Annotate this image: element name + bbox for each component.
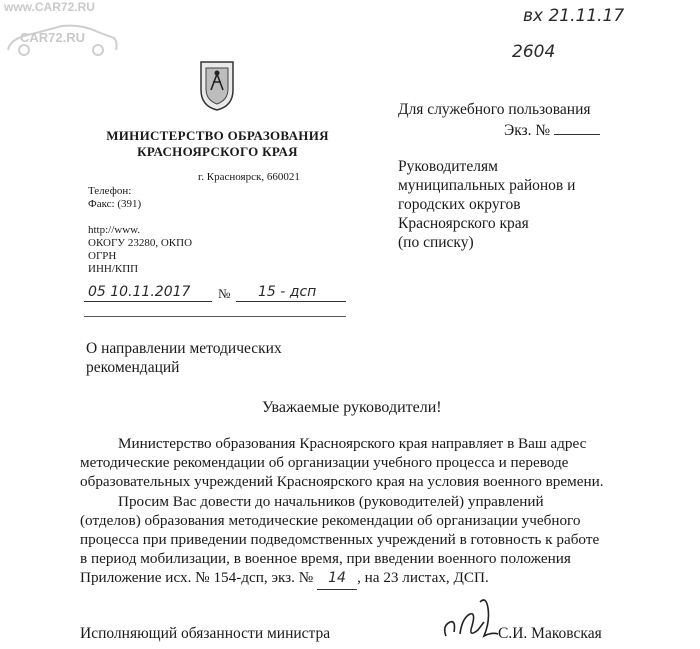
copy-number-text: Экз. №: [504, 122, 551, 139]
signatory-name: С.И. Маковская: [498, 625, 602, 642]
incoming-stamp-number: 2604: [512, 42, 556, 62]
paragraph2-line-2: (отделов) образования методические рекомендации об организации учебного: [80, 512, 581, 529]
greeting: Уважаемые руководители!: [262, 399, 442, 416]
attachment-suffix: , на 23 листах, ДСП.: [357, 569, 489, 586]
handwritten-signature: [440, 592, 502, 649]
attachment-prefix: Приложение исх. № 154-дсп, экз. №: [80, 569, 314, 586]
paragraph2-line-4: в период мобилизации, в военное время, при введении военного положения: [80, 550, 571, 567]
sender-phone: Телефон:: [88, 185, 132, 197]
watermark-top: www.CAR72.RU: [4, 0, 95, 14]
classification-label: Для служебного пользования: [398, 101, 591, 118]
attachment-copy-number: 14: [317, 569, 357, 590]
sender-web: http://www.: [88, 224, 141, 236]
paragraph1-line-1: Министерство образования Красноярского края направляет в Ваш адрес: [118, 435, 587, 452]
sender-org-line2: КРАСНОЯРСКОГО КРАЯ: [137, 144, 298, 159]
sender-ogrn: ОГРН: [88, 250, 117, 262]
paragraph1-line-3: образовательных учреждений Красноярского края на условия военного времени.: [80, 473, 604, 490]
document-number: 15 - дсп: [258, 284, 317, 300]
addressee-line-1: Руководителям: [398, 158, 498, 175]
paragraph2-line-1: Просим Вас довести до начальников (руководителей) управлений: [118, 493, 544, 510]
signatory-position: Исполняющий обязанности министра: [80, 625, 331, 642]
sender-city: г. Красноярск, 660021: [198, 171, 300, 183]
sender-okogu: ОКОГУ 23280, ОКПО: [88, 237, 193, 249]
coat-of-arms-emblem: [198, 60, 236, 117]
incoming-stamp-date: вх 21.11.17: [523, 6, 625, 26]
subject-line-1: О направлении методических: [86, 340, 282, 357]
addressee-line-3: городских округов: [398, 196, 521, 213]
paragraph1-line-2: методические рекомендации об организации учебного процесса и переводе: [80, 454, 569, 471]
header-bottom-rule: [84, 316, 346, 317]
addressee-line-5: (по списку): [398, 234, 474, 251]
attachment-line: [80, 568, 489, 590]
document-number-label: №: [218, 286, 231, 301]
addressee-line-4: Красноярского края: [398, 215, 529, 232]
document-date: 05 10.11.2017: [88, 284, 191, 300]
sender-org-line1: МИНИСТЕРСТВО ОБРАЗОВАНИЯ: [106, 128, 329, 143]
sender-inn: ИНН/КПП: [88, 263, 139, 275]
document-number-underline: [236, 301, 346, 302]
copy-number-blank: [554, 120, 600, 135]
copy-number-label: [504, 120, 600, 140]
watermark-bottom: CAR72.RU: [20, 30, 86, 45]
sender-fax: Факс: (391): [88, 198, 142, 210]
paragraph2-line-3: процесса при приведении подведомственных учреждений в готовность к работе: [80, 531, 600, 548]
document-date-underline: [84, 301, 212, 302]
subject-line-2: рекомендаций: [86, 359, 180, 376]
addressee-line-2: муниципальных районов и: [398, 177, 576, 194]
